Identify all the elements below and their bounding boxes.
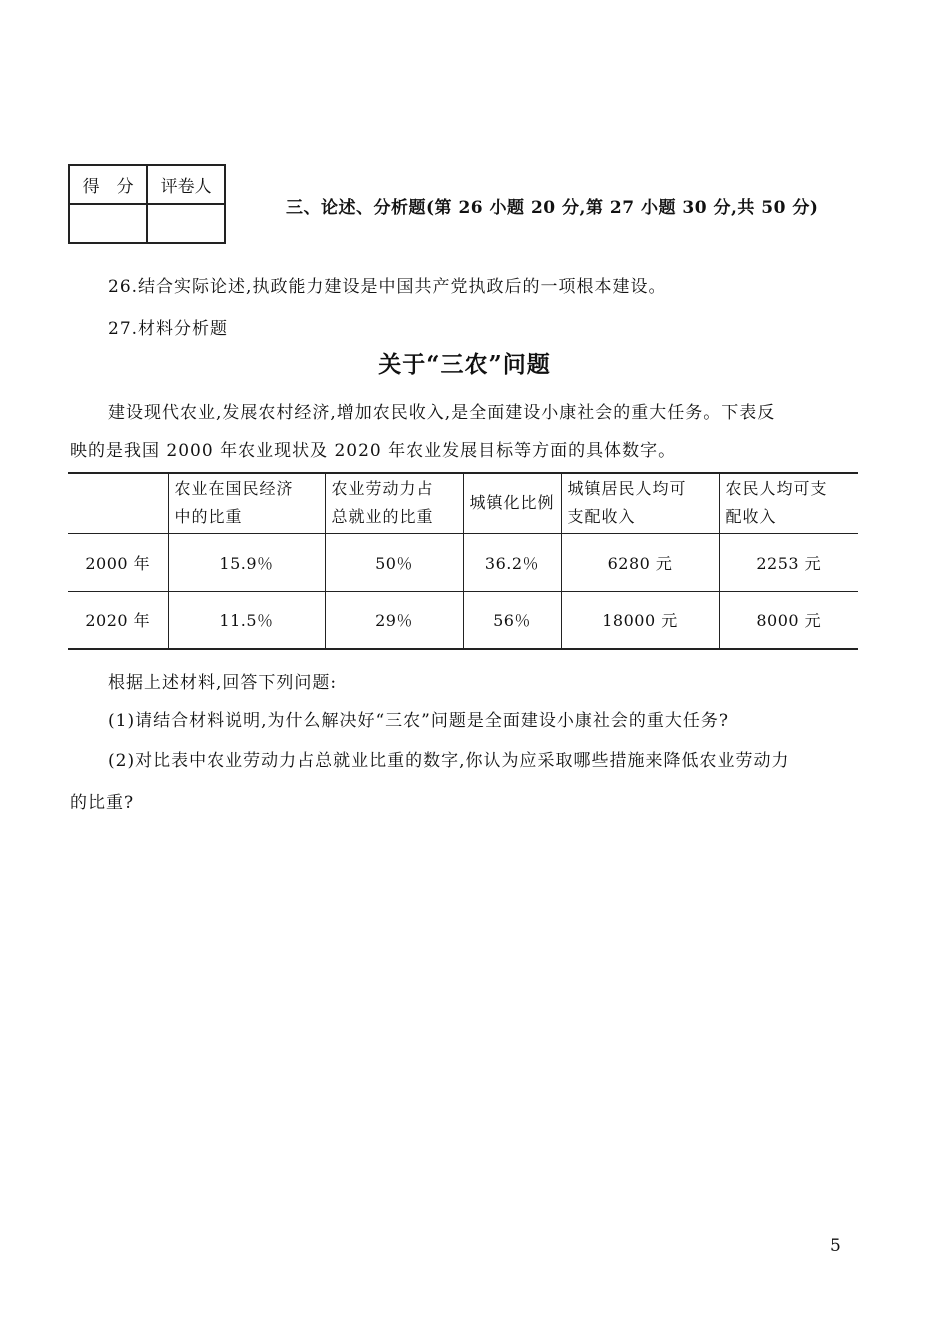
header-cell-urban-income: 城镇居民人均可 支配收入 [561,473,719,533]
answer-prompt: 根据上述材料,回答下列问题: [108,673,338,693]
score-label: 得 分 [69,165,147,204]
header-cell-urbanization: 城镇化比例 [463,473,561,533]
grader-field [147,204,225,243]
table-cell: 36.2％ [463,533,561,591]
table-cell: 6280 元 [561,533,719,591]
header-cell-rural-income: 农民人均可支 配收入 [719,473,858,533]
intro-line-1: 建设现代农业,发展农村经济,增加农民收入,是全面建设小康社会的重大任务。下表反 [108,403,776,423]
table-cell: 15.9％ [168,533,325,591]
question-26: 26.结合实际论述,执政能力建设是中国共产党执政后的一项根本建设。 [108,277,667,297]
page-number: 5 [830,1236,841,1256]
question-27: 27.材料分析题 [108,319,229,339]
table-cell: 50％ [325,533,463,591]
grader-label: 评卷人 [147,165,225,204]
header-cell-corner [68,473,168,533]
intro-line-2: 映的是我国 2000 年农业现状及 2020 年农业发展目标等方面的具体数字。 [70,441,677,461]
table-row [68,591,858,649]
table-cell: 2253 元 [719,533,858,591]
material-title: 关于“三农”问题 [378,351,551,378]
sub-question-2-continued: 的比重? [70,793,135,813]
table-cell: 11.5％ [168,591,325,649]
table-cell: 56％ [463,591,561,649]
agriculture-data-table [68,472,858,650]
sub-question-1: (1)请结合材料说明,为什么解决好“三农”问题是全面建设小康社会的重大任务? [108,711,729,731]
header-cell-labor-share: 农业劳动力占 总就业的比重 [325,473,463,533]
section-heading: 三、论述、分析题(第 26 小题 20 分,第 27 小题 30 分,共 50 分) [286,198,819,218]
table-header-row [68,473,858,533]
sub-question-2: (2)对比表中农业劳动力占总就业比重的数字,你认为应采取哪些措施来降低农业劳动力 [108,751,790,771]
score-field [69,204,147,243]
table-cell: 29％ [325,591,463,649]
table-row [68,533,858,591]
header-cell-gdp-share: 农业在国民经济 中的比重 [168,473,325,533]
row-year: 2000 年 [68,533,168,591]
score-box [68,164,226,244]
table-cell: 8000 元 [719,591,858,649]
row-year: 2020 年 [68,591,168,649]
table-cell: 18000 元 [561,591,719,649]
